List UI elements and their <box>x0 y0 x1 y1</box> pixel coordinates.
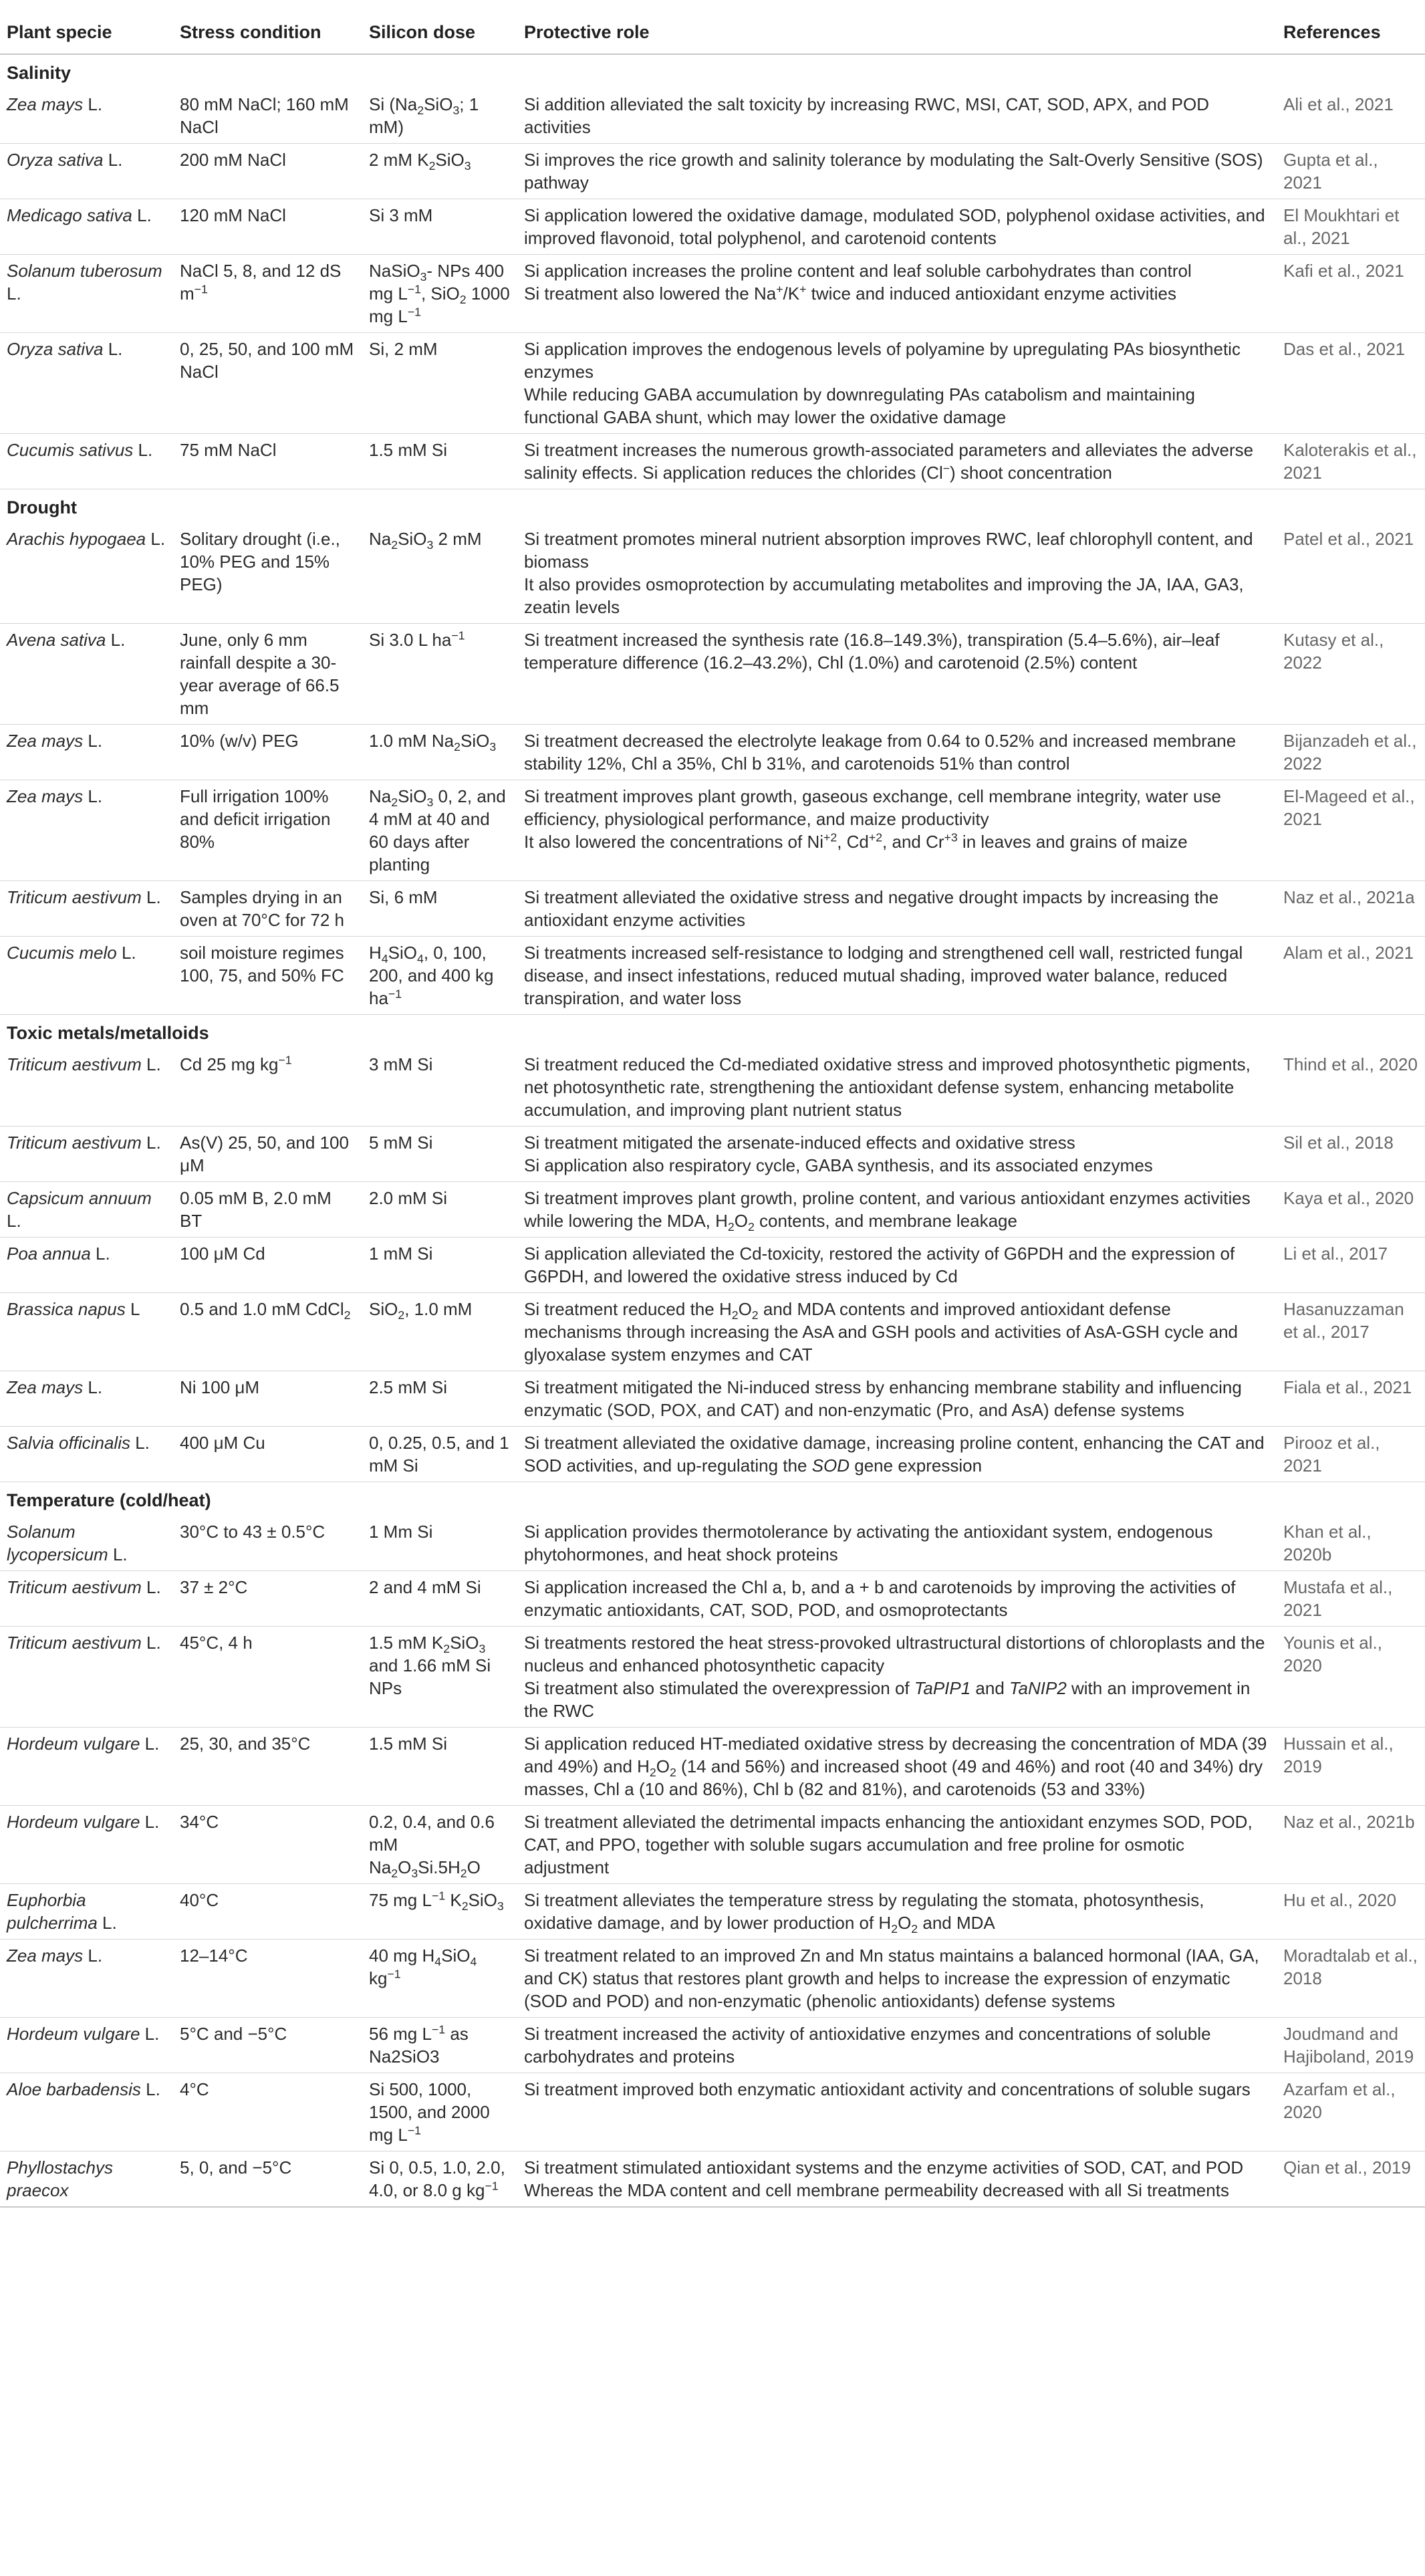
reference-cell: Li et al., 2017 <box>1277 1238 1425 1293</box>
section-title: Temperature (cold/heat) <box>7 1490 211 1510</box>
silicon-dose-cell: 2.5 mM Si <box>362 1371 517 1427</box>
stress-condition-cell: Cd 25 mg $kg^{-1}$ <box>173 1048 362 1127</box>
plant-specie-cell <box>0 1884 173 1940</box>
table-row <box>0 144 1425 199</box>
plant-specie-cell <box>0 1940 173 2018</box>
protective-role-cell <box>517 1238 1277 1293</box>
species-authority: L. <box>141 1054 161 1074</box>
silicon-dose-cell: 1 Mm Si <box>362 1516 517 1571</box>
stress-condition-cell: 400 μM Cu <box>173 1427 362 1482</box>
silicon-dose-cell: 2 and 4 mM Si <box>362 1571 517 1627</box>
protective-role-line: Si treatment related to an improved Zn and Mn status maintains a balanced hormonal (IAA, GA, and CK) status that restores plant growth and helps to increase the expression of enzymatic (SOD and POD) and non-enzymatic (phenolic antioxidants) defense systems <box>524 1946 1259 2011</box>
stress-condition-cell: Full irrigation 100% and deficit irrigation 80% <box>173 780 362 881</box>
silicon-dose-cell: 1.5 mM Si <box>362 434 517 489</box>
table-row <box>0 1806 1425 1884</box>
table-row <box>0 1884 1425 1940</box>
species-authority: L. <box>141 1133 161 1153</box>
stress-condition-cell: As(V) 25, 50, and 100 μM <box>173 1127 362 1182</box>
stress-condition-cell: 5°C and −5°C <box>173 2018 362 2073</box>
table-row <box>0 1127 1425 1182</box>
protective-role-line: Si treatment alleviated the oxidative stress and negative drought impacts by increasing the antioxidant enzyme activities <box>524 887 1219 930</box>
table-row <box>0 1182 1425 1238</box>
protective-role-line: Si treatment alleviated the oxidative damage, increasing proline content, enhancing the CAT and SOD activities, and up-regulating the SOD gene expression <box>524 1433 1265 1476</box>
protective-role-line: Si treatment also lowered the Na+/K+ twice and induced antioxidant enzyme activities <box>524 282 1176 304</box>
silicon-dose-cell: Si 500, 1000, 1500, and 2000 mg $L^{-1}$ <box>362 2073 517 2151</box>
plant-specie-cell <box>0 1728 173 1806</box>
protective-role-line: Si treatment mitigated the Ni-induced stress by enhancing membrane stability and influencing enzymatic (SOD, POX, and CAT) and non-enzymatic (Pro, and AsA) defense systems <box>524 1377 1242 1420</box>
silicon-dose-cell: $H_4SiO_4$, 0, 100, 200, and 400 kg $ha^{-1}$ <box>362 937 517 1015</box>
table-row <box>0 434 1425 489</box>
species-authority: L. <box>140 2079 160 2099</box>
species-authority: L. <box>132 205 152 225</box>
reference-cell: Das et al., 2021 <box>1277 333 1425 434</box>
species-name: Medicago sativa <box>7 205 132 225</box>
plant-specie-cell <box>0 1048 173 1127</box>
protective-role-cell <box>517 1048 1277 1127</box>
protective-role-cell <box>517 881 1277 937</box>
protective-role-line: Si application also respiratory cycle, GABA synthesis, and its associated enzymes <box>524 1155 1153 1175</box>
silicon-dose-cell: 2 mM $K_2SiO_3$ <box>362 144 517 199</box>
reference-cell: El-Mageed et al., 2021 <box>1277 780 1425 881</box>
table-row <box>0 725 1425 780</box>
species-name: Capsicum annuum <box>7 1188 152 1208</box>
protective-role-cell <box>517 1940 1277 2018</box>
reference-cell: Fiala et al., 2021 <box>1277 1371 1425 1427</box>
silicon-dose-cell: Si, 2 mM <box>362 333 517 434</box>
protective-role-cell <box>517 333 1277 434</box>
plant-specie-cell <box>0 881 173 937</box>
plant-specie-cell <box>0 255 173 333</box>
reference-cell: Gupta et al., 2021 <box>1277 144 1425 199</box>
section-header-row <box>0 489 1425 523</box>
species-name: Triticum aestivum <box>7 887 142 907</box>
protective-role-line: Si treatments restored the heat stress-provoked ultrastructural distortions of chloroplasts and the nucleus and enhanced photosynthetic capacity <box>524 1633 1265 1675</box>
table-row <box>0 88 1425 144</box>
protective-role-cell <box>517 725 1277 780</box>
stress-condition-cell: NaCl 5, 8, and 12 dS $m^{-1}$ <box>173 255 362 333</box>
reference-cell: Khan et al., 2020b <box>1277 1516 1425 1571</box>
reference-cell: Moradtalab et al., 2018 <box>1277 1940 1425 2018</box>
species-authority: L. <box>7 1211 21 1231</box>
silicon-dose-cell: 1.5 mM Si <box>362 1728 517 1806</box>
section-header-row <box>0 1482 1425 1516</box>
species-name: Zea mays <box>7 1377 84 1397</box>
protective-role-line: Si treatment alleviated the detrimental impacts enhancing the antioxidant enzymes SOD, POD, CAT, and PPO, together with soluble sugars accumulation and free proline for osmotic adjustment <box>524 1812 1253 1877</box>
table-row <box>0 1048 1425 1127</box>
silicon-dose-cell: Si 3.0 L $ha^{-1}$ <box>362 624 517 725</box>
silicon-dose-cell: 3 mM Si <box>362 1048 517 1127</box>
species-authority: L. <box>83 1377 103 1397</box>
silicon-dose-cell: 1.5 mM $K_2SiO_3$ and 1.66 mM Si NPs <box>362 1627 517 1728</box>
reference-cell: Kafi et al., 2021 <box>1277 255 1425 333</box>
reference-cell: Alam et al., 2021 <box>1277 937 1425 1015</box>
plant-specie-cell <box>0 1238 173 1293</box>
species-authority: L. <box>90 1244 110 1264</box>
silicon-dose-cell: SiO$_2$, 1.0 mM <box>362 1293 517 1371</box>
reference-cell: El Moukhtari et al., 2021 <box>1277 199 1425 255</box>
species-authority: L. <box>116 943 136 963</box>
plant-specie-cell <box>0 88 173 144</box>
protective-role-line: Si treatment stimulated antioxidant systems and the enzyme activities of SOD, CAT, and POD <box>524 2157 1244 2178</box>
protective-role-line: Si application increased the Chl a, b, and a + b and carotenoids by improving the activities of enzymatic antioxidants, CAT, SOD, POD, and osmoprotectants <box>524 1577 1236 1620</box>
species-name: Triticum aestivum <box>7 1633 142 1653</box>
plant-specie-cell <box>0 434 173 489</box>
reference-cell: Hasanuzzaman et al., 2017 <box>1277 1293 1425 1371</box>
species-authority: L. <box>83 1946 103 1966</box>
species-authority: L. <box>133 440 153 460</box>
species-authority: L. <box>83 786 103 806</box>
protective-role-line: Si treatment reduced the $H_2O_2$ and MDA contents and improved antioxidant defense mechanisms through increasing the AsA and GSH pools and activities of AsA-GSH cycle and glyoxalase system enzymes and CAT <box>524 1299 1238 1365</box>
plant-specie-cell <box>0 725 173 780</box>
silicon-dose-cell: 2.0 mM Si <box>362 1182 517 1238</box>
table-header <box>0 0 1425 54</box>
protective-role-cell <box>517 1371 1277 1427</box>
header-plant-specie: Plant specie <box>0 0 173 54</box>
protective-role-line: Si treatment improved both enzymatic antioxidant activity and concentrations of soluble sugars <box>524 2079 1251 2099</box>
plant-specie-cell <box>0 1293 173 1371</box>
protective-role-line: Si treatment decreased the electrolyte leakage from 0.64 to 0.52% and increased membrane stability 12%, Chl a 35%, Chl b 31%, and carotenoids 51% than control <box>524 731 1237 774</box>
protective-role-line: Si treatment increased the activity of antioxidative enzymes and concentrations of soluble carbohydrates and proteins <box>524 2024 1211 2067</box>
protective-role-cell <box>517 937 1277 1015</box>
reference-cell: Azarfam et al., 2020 <box>1277 2073 1425 2151</box>
stress-condition-cell: 37 ± 2°C <box>173 1571 362 1627</box>
plant-specie-cell <box>0 2073 173 2151</box>
reference-cell: Patel et al., 2021 <box>1277 523 1425 624</box>
table-row <box>0 780 1425 881</box>
reference-cell: Sil et al., 2018 <box>1277 1127 1425 1182</box>
silicon-dose-cell: 0, 0.25, 0.5, and 1 mM Si <box>362 1427 517 1482</box>
species-name: Oryza sativa <box>7 150 104 170</box>
stress-condition-cell: June, only 6 mm rainfall despite a 30-year average of 66.5 mm <box>173 624 362 725</box>
table-row <box>0 1427 1425 1482</box>
stress-condition-cell: 40°C <box>173 1884 362 1940</box>
species-authority: L. <box>83 731 103 751</box>
plant-specie-cell <box>0 1516 173 1571</box>
protective-role-line: Si application alleviated the Cd-toxicity, restored the activity of G6PDH and the expression of G6PDH, and lowered the oxidative stress induced by Cd <box>524 1244 1235 1286</box>
protective-role-cell <box>517 1427 1277 1482</box>
stress-condition-cell: Samples drying in an oven at 70°C for 72 h <box>173 881 362 937</box>
plant-specie-cell <box>0 1571 173 1627</box>
species-authority: L <box>125 1299 140 1319</box>
stress-condition-cell: 4°C <box>173 2073 362 2151</box>
plant-specie-cell <box>0 523 173 624</box>
protective-role-cell <box>517 144 1277 199</box>
species-authority: L. <box>103 150 123 170</box>
section-title: Toxic metals/metalloids <box>7 1023 209 1043</box>
stress-condition-cell: 34°C <box>173 1806 362 1884</box>
reference-cell: Bijanzadeh et al., 2022 <box>1277 725 1425 780</box>
silicon-dose-cell: Si ($Na_2SiO_3$; 1 mM) <box>362 88 517 144</box>
silicon-dose-cell: 75 mg $L^{-1}$ $K_2SiO_3$ <box>362 1884 517 1940</box>
silicon-dose-cell: NaSiO$_3$- NPs 400 mg $L^{-1}$, SiO$_2$ 1000 mg $L^{-1}$ <box>362 255 517 333</box>
reference-cell: Ali et al., 2021 <box>1277 88 1425 144</box>
protective-role-cell <box>517 780 1277 881</box>
stress-condition-cell: 5, 0, and −5°C <box>173 2151 362 2208</box>
protective-role-cell <box>517 199 1277 255</box>
plant-specie-cell <box>0 2151 173 2208</box>
protective-role-line: Si application improves the endogenous levels of polyamine by upregulating PAs biosynthetic enzymes <box>524 339 1241 382</box>
protective-role-line: While reducing GABA accumulation by downregulating PAs catabolism and maintaining functional GABA shunt, which may lower the oxidative damage <box>524 384 1195 427</box>
protective-role-cell <box>517 1571 1277 1627</box>
silicon-dose-cell: 1.0 mM $Na_2SiO_3$ <box>362 725 517 780</box>
silicon-dose-cell: 56 mg $L^{-1}$ as Na2SiO3 <box>362 2018 517 2073</box>
plant-specie-cell <box>0 937 173 1015</box>
protective-role-cell <box>517 1884 1277 1940</box>
table-row <box>0 333 1425 434</box>
protective-role-line: Si treatment also stimulated the overexpression of TaPIP1 and TaNIP2 with an improvement in the RWC <box>524 1678 1251 1721</box>
silicon-dose-cell: 40 mg $H_4SiO_4$ $kg^{-1}$ <box>362 1940 517 2018</box>
plant-specie-cell <box>0 144 173 199</box>
plant-specie-cell <box>0 1806 173 1884</box>
protective-role-line: Si treatment increased the synthesis rate (16.8–149.3%), transpiration (5.4–5.6%), air–leaf temperature difference (16.2–43.2%), Chl (1.0%) and carotenoid (2.5%) content <box>524 630 1220 673</box>
silicon-dose-cell: Si 0, 0.5, 1.0, 2.0, 4.0, or 8.0 g $kg^{-1}$ <box>362 2151 517 2208</box>
species-authority: L. <box>108 1544 128 1564</box>
protective-role-cell <box>517 1627 1277 1728</box>
plant-specie-cell <box>0 624 173 725</box>
plant-specie-cell <box>0 1371 173 1427</box>
reference-cell: Qian et al., 2019 <box>1277 2151 1425 2208</box>
silicon-dose-cell: $Na_2SiO_3$ 2 mM <box>362 523 517 624</box>
header-stress-condition: Stress condition <box>173 0 362 54</box>
plant-specie-cell <box>0 1427 173 1482</box>
stress-condition-cell: 100 μM Cd <box>173 1238 362 1293</box>
table-row <box>0 1940 1425 2018</box>
table-row <box>0 2073 1425 2151</box>
species-name: Hordeum vulgare <box>7 2024 140 2044</box>
species-name: Aloe barbadensis <box>7 2079 141 2099</box>
species-name: Hordeum vulgare <box>7 1734 140 1754</box>
protective-role-line: Si application lowered the oxidative damage, modulated SOD, polyphenol oxidase activities, and improved flavonoid, total polyphenol, and carotenoid contents <box>524 205 1265 248</box>
protective-role-line: Whereas the MDA content and cell membrane permeability decreased with all Si treatments <box>524 2180 1229 2200</box>
protective-role-cell <box>517 255 1277 333</box>
species-name: Cucumis sativus <box>7 440 134 460</box>
protective-role-line: Si application increases the proline content and leaf soluble carbohydrates than control <box>524 261 1192 281</box>
silicon-dose-cell: 1 mM Si <box>362 1238 517 1293</box>
plant-specie-cell <box>0 2018 173 2073</box>
species-authority: L. <box>106 630 126 650</box>
protective-role-line: Si treatment alleviates the temperature stress by regulating the stomata, photosynthesis, oxidative damage, and by lower production of $H_2O_2$ and MDA <box>524 1890 1204 1936</box>
reference-cell: Hu et al., 2020 <box>1277 1884 1425 1940</box>
table-row <box>0 937 1425 1015</box>
protective-role-cell <box>517 1806 1277 1884</box>
species-name: Phyllostachys praecox <box>7 2157 113 2200</box>
species-authority: L. <box>140 2024 160 2044</box>
table-row <box>0 1728 1425 1806</box>
protective-role-line: Si application reduced HT-mediated oxidative stress by decreasing the concentration of MDA (39 and 49%) and $H_2O_2$ (14 and 56%) and increased shoot (49 and 46%) and root (40 and 34%) dry masses, Chl a (10 and 86%), Chl b (82 and 81%), and carotenoids (53 and 33%) <box>524 1734 1267 1799</box>
stress-condition-cell: 12–14°C <box>173 1940 362 2018</box>
stress-condition-cell: 75 mM NaCl <box>173 434 362 489</box>
reference-cell: Younis et al., 2020 <box>1277 1627 1425 1728</box>
section-title: Salinity <box>7 63 72 83</box>
reference-cell: Kaloterakis et al., 2021 <box>1277 434 1425 489</box>
plant-specie-cell <box>0 780 173 881</box>
species-name: Brassica napus <box>7 1299 126 1319</box>
species-name: Zea mays <box>7 731 84 751</box>
species-name: Triticum aestivum <box>7 1577 142 1597</box>
protective-role-line: It also lowered the concentrations of $Ni^{+2}$, $Cd^{+2}$, and $Cr^{+3}$ in leaves and grains of maize <box>524 830 1188 852</box>
species-authority: L. <box>7 283 21 304</box>
reference-cell: Mustafa et al., 2021 <box>1277 1571 1425 1627</box>
species-name: Euphorbia pulcherrima <box>7 1890 98 1933</box>
protective-role-cell <box>517 1182 1277 1238</box>
silicon-dose-cell: 5 mM Si <box>362 1127 517 1182</box>
header-row <box>0 0 1425 54</box>
protective-role-cell <box>517 88 1277 144</box>
protective-role-line: Si treatment mitigated the arsenate-induced effects and oxidative stress <box>524 1133 1075 1153</box>
table-row <box>0 1571 1425 1627</box>
table-row <box>0 1371 1425 1427</box>
species-name: Zea mays <box>7 94 84 114</box>
header-references: References <box>1277 0 1425 54</box>
stress-condition-cell: Solitary drought (i.e., 10% PEG and 15% PEG) <box>173 523 362 624</box>
silicon-dose-cell: Si 3 mM <box>362 199 517 255</box>
plant-specie-cell <box>0 199 173 255</box>
species-name: Oryza sativa <box>7 339 104 359</box>
table-row <box>0 1238 1425 1293</box>
protective-role-cell <box>517 624 1277 725</box>
table-row <box>0 1516 1425 1571</box>
protective-role-line: Si treatment improves plant growth, proline content, and various antioxidant enzymes activities while lowering the MDA, $H_2O_2$ contents, and membrane leakage <box>524 1188 1251 1234</box>
stress-condition-cell: 0, 25, 50, and 100 mM NaCl <box>173 333 362 434</box>
protective-role-cell <box>517 2151 1277 2208</box>
header-silicon-dose: Silicon dose <box>362 0 517 54</box>
protective-role-line: Si application provides thermotolerance by activating the antioxidant system, endogenous phytohormones, and heat shock proteins <box>524 1522 1213 1564</box>
stress-condition-cell: 200 mM NaCl <box>173 144 362 199</box>
species-authority: L. <box>141 887 161 907</box>
stress-condition-cell: soil moisture regimes 100, 75, and 50% FC <box>173 937 362 1015</box>
stress-condition-cell: 80 mM NaCl; 160 mM NaCl <box>173 88 362 144</box>
reference-cell: Thind et al., 2020 <box>1277 1048 1425 1127</box>
stress-condition-cell: 120 mM NaCl <box>173 199 362 255</box>
table-row <box>0 1293 1425 1371</box>
species-authority: L. <box>141 1577 161 1597</box>
protective-role-cell <box>517 2018 1277 2073</box>
species-name: Hordeum vulgare <box>7 1812 140 1832</box>
species-authority: L. <box>83 94 103 114</box>
species-authority: L. <box>97 1913 117 1933</box>
silicon-dose-cell: $Na_2SiO_3$ 0, 2, and 4 mM at 40 and 60 days after planting <box>362 780 517 881</box>
species-name: Solanum lycopersicum <box>7 1522 108 1564</box>
protective-role-line: Si treatment improves plant growth, gaseous exchange, cell membrane integrity, water use efficiency, physiological performance, and maize productivity <box>524 786 1221 829</box>
species-name: Zea mays <box>7 1946 84 1966</box>
species-name: Zea mays <box>7 786 84 806</box>
stress-condition-cell: 0.5 and 1.0 mM CdCl$_2$ <box>173 1293 362 1371</box>
table-row <box>0 2151 1425 2208</box>
reference-cell: Naz et al., 2021a <box>1277 881 1425 937</box>
species-authority: L. <box>146 529 166 549</box>
plant-specie-cell <box>0 1182 173 1238</box>
plant-specie-cell <box>0 1627 173 1728</box>
table-row <box>0 1627 1425 1728</box>
reference-cell: Kaya et al., 2020 <box>1277 1182 1425 1238</box>
species-authority: L. <box>130 1433 150 1453</box>
reference-cell: Hussain et al., 2019 <box>1277 1728 1425 1806</box>
protective-role-cell <box>517 1127 1277 1182</box>
species-authority: L. <box>103 339 123 359</box>
species-name: Salvia officinalis <box>7 1433 130 1453</box>
table-row <box>0 624 1425 725</box>
table-row <box>0 523 1425 624</box>
protective-role-line: Si addition alleviated the salt toxicity by increasing RWC, MSI, CAT, SOD, APX, and POD activities <box>524 94 1210 137</box>
stress-condition-cell: 45°C, 4 h <box>173 1627 362 1728</box>
protective-role-line: Si treatment increases the numerous growth-associated parameters and alleviates the adverse salinity effects. Si application reduces the chlorides (Cl−) shoot concentration <box>524 440 1254 483</box>
protective-role-cell <box>517 1516 1277 1571</box>
plant-specie-cell <box>0 333 173 434</box>
table-row <box>0 881 1425 937</box>
species-name: Arachis hypogaea <box>7 529 146 549</box>
species-name: Avena sativa <box>7 630 106 650</box>
protective-role-line: Si treatment promotes mineral nutrient absorption improves RWC, leaf chlorophyll content, and biomass <box>524 529 1253 572</box>
reference-cell: Joudmand and Hajiboland, 2019 <box>1277 2018 1425 2073</box>
stress-condition-cell: 10% (w/v) PEG <box>173 725 362 780</box>
protective-role-cell <box>517 1293 1277 1371</box>
protective-role-cell <box>517 2073 1277 2151</box>
stress-condition-cell: 30°C to 43 ± 0.5°C <box>173 1516 362 1571</box>
table-body <box>0 54 1425 2207</box>
species-name: Cucumis melo <box>7 943 117 963</box>
protective-role-line: Si treatment reduced the Cd-mediated oxidative stress and improved photosynthetic pigments, net photosynthetic rate, strengthening the antioxidant defense system, enhancing metabolite accumulation, and improving plant nutrient status <box>524 1054 1251 1120</box>
species-name: Triticum aestivum <box>7 1054 142 1074</box>
table-row <box>0 255 1425 333</box>
section-title: Drought <box>7 497 77 517</box>
protective-role-line: It also provides osmoprotection by accumulating metabolites and improving the JA, IAA, GA3, zeatin levels <box>524 574 1244 617</box>
header-protective-role: Protective role <box>517 0 1277 54</box>
section-header-row <box>0 1015 1425 1049</box>
protective-role-line: Si improves the rice growth and salinity tolerance by modulating the Salt-Overly Sensitive (SOS) pathway <box>524 150 1263 193</box>
silicon-dose-cell: Si, 6 mM <box>362 881 517 937</box>
species-authority: L. <box>141 1633 161 1653</box>
silicon-dose-cell: 0.2, 0.4, and 0.6 mM $Na_2O_3Si.5H_2O$ <box>362 1806 517 1884</box>
protective-role-cell <box>517 1728 1277 1806</box>
section-header-row <box>0 54 1425 88</box>
stress-condition-cell: 25, 30, and 35°C <box>173 1728 362 1806</box>
stress-condition-cell: Ni 100 μM <box>173 1371 362 1427</box>
protective-role-cell <box>517 523 1277 624</box>
plant-specie-cell <box>0 1127 173 1182</box>
species-authority: L. <box>140 1812 160 1832</box>
species-authority: L. <box>140 1734 160 1754</box>
reference-cell: Pirooz et al., 2021 <box>1277 1427 1425 1482</box>
species-name: Poa annua <box>7 1244 91 1264</box>
species-name: Solanum tuberosum <box>7 261 162 281</box>
species-name: Triticum aestivum <box>7 1133 142 1153</box>
table-row <box>0 199 1425 255</box>
protective-role-line: Si treatments increased self-resistance to lodging and strengthened cell wall, restricted fungal disease, and insect infestations, reduced mutual shading, improved water balance, reduced transpiration, and water loss <box>524 943 1243 1008</box>
reference-cell: Kutasy et al., 2022 <box>1277 624 1425 725</box>
reference-cell: Naz et al., 2021b <box>1277 1806 1425 1884</box>
stress-condition-cell: 0.05 mM B, 2.0 mM BT <box>173 1182 362 1238</box>
protective-role-cell <box>517 434 1277 489</box>
table-row <box>0 2018 1425 2073</box>
